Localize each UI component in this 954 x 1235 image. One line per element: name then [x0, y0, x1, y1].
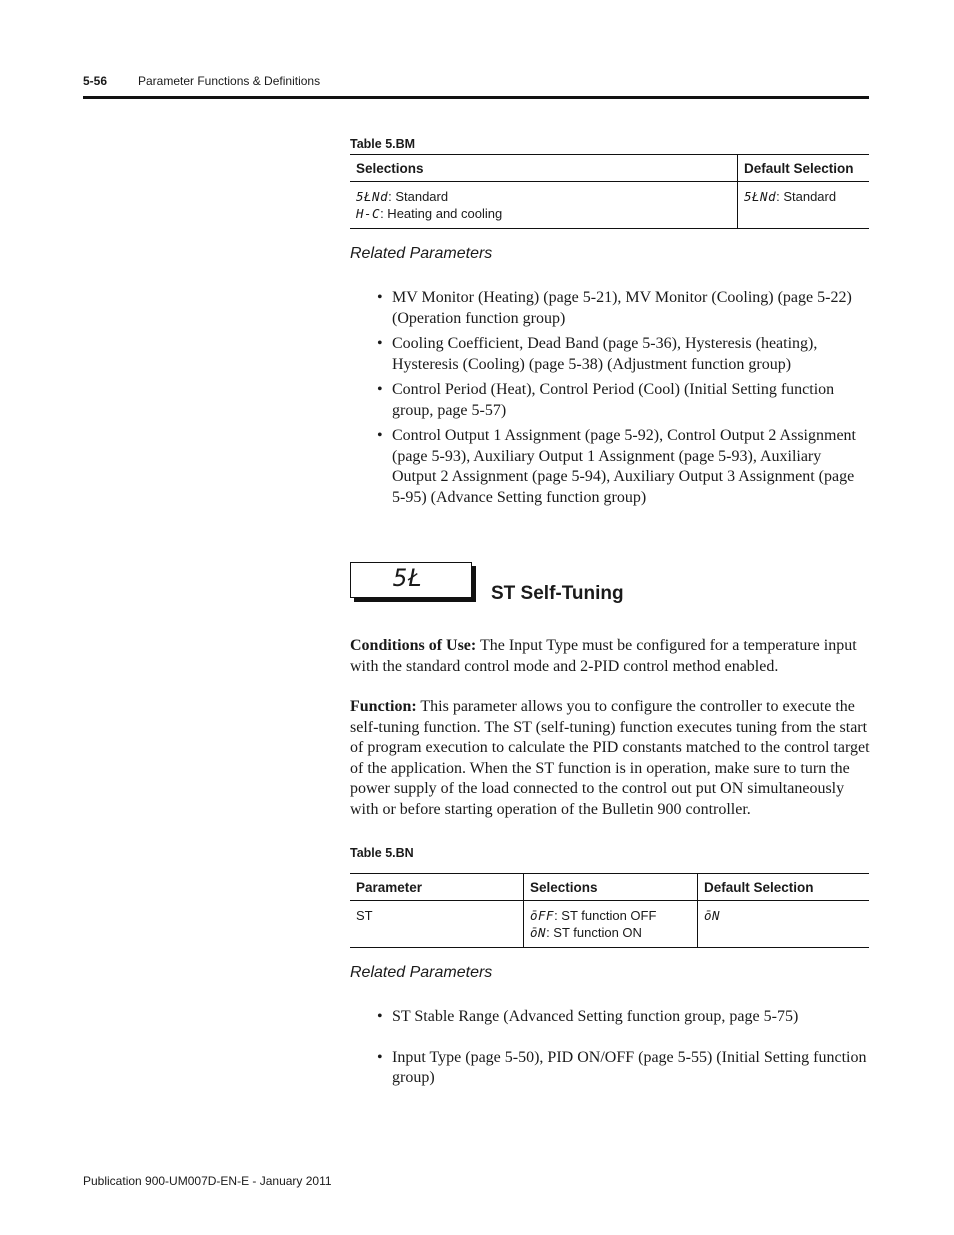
- related-parameters-heading: Related Parameters: [350, 964, 493, 981]
- list-item: • Control Output 1 Assignment (page 5-92), Control Output 2 Assignment (page 5-93), Auxiliary Output 1 Assignment (page 5-93), Auxiliary Output 2 Assignment (page 5-94), Auxiliary Output 3 Assignment (page 5-95) (Advance Setting function group): [377, 426, 867, 508]
- list-item: • Control Period (Heat), Control Period (Cool) (Initial Setting function group, page 5-57): [377, 380, 867, 421]
- conditions-text: The Input Type must be configured for a temperature input with the standard control mode and 2-PID control method enabled.: [350, 637, 857, 675]
- display-code: ōFF: [530, 908, 555, 923]
- table-bn-parameter-cell: ST: [350, 901, 524, 948]
- list-item: • Cooling Coefficient, Dead Band (page 5-36), Hysteresis (heating), Hysteresis (Cooling) (page 5-38) (Adjustment function group): [377, 334, 867, 375]
- section-title: ST Self-Tuning: [491, 583, 624, 604]
- display-code: ōN: [530, 925, 547, 940]
- related-parameters-list: [377, 288, 867, 513]
- table-bn-header-selections: Selections: [524, 874, 698, 901]
- header-rule: [83, 96, 869, 99]
- display-code: H-C: [356, 206, 381, 221]
- table-bm: [350, 154, 869, 229]
- display-code: 5ŁNd: [744, 189, 777, 204]
- table-bn-header-parameter: Parameter: [350, 874, 524, 901]
- function-label: Function:: [350, 698, 417, 715]
- parameter-display-box: [350, 562, 472, 598]
- selection-text: : Heating and cooling: [380, 206, 503, 221]
- list-item: • ST Stable Range (Advanced Setting function group, page 5-75): [377, 1007, 867, 1028]
- default-text: : Standard: [776, 189, 837, 204]
- related-parameters-heading: Related Parameters: [350, 245, 493, 262]
- display-code: 5Ł: [393, 564, 423, 592]
- display-code: 5ŁNd: [356, 189, 389, 204]
- page-number: 5-56: [83, 74, 108, 88]
- selection-text: : ST function OFF: [554, 908, 657, 923]
- selection-text: : ST function ON: [546, 925, 642, 940]
- table-bm-caption: Table 5.BM: [350, 137, 416, 151]
- table-bn-caption: Table 5.BN: [350, 846, 414, 860]
- related-parameters-list: [377, 1007, 867, 1094]
- table-bn-header-default: Default Selection: [704, 880, 814, 895]
- function-text: This parameter allows you to configure the controller to execute the self-tuning function. The ST (self-tuning) function executes tuning from the start of program execution to calculate the PID constants matched to the control target of the application. When the ST function is in operation, make sure to turn the power supply of the load connected to the control out put ON simultaneously with or before starting operation of the Bulletin 900 controller.: [350, 698, 870, 818]
- table-bm-header-selections: Selections: [350, 155, 738, 182]
- list-item: • Input Type (page 5-50), PID ON/OFF (page 5-55) (Initial Setting function group): [377, 1048, 867, 1089]
- table-bm-header-default: Default Selection: [744, 161, 854, 176]
- conditions-of-use: [350, 636, 872, 677]
- table-bm-selections-cell: [350, 182, 738, 229]
- table-bn: [350, 873, 869, 948]
- function-description: [350, 697, 872, 820]
- page-footer: Publication 900-UM007D-EN-E - January 2011: [83, 1174, 332, 1188]
- table-bn-selections-cell: [524, 901, 698, 948]
- table-bm-default-cell: [738, 182, 870, 229]
- list-item: • MV Monitor (Heating) (page 5-21), MV Monitor (Cooling) (page 5-22) (Operation function group): [377, 288, 867, 329]
- selection-text: : Standard: [388, 189, 449, 204]
- display-code: ōN: [704, 908, 721, 923]
- conditions-label: Conditions of Use:: [350, 637, 477, 654]
- table-bn-default-cell: [698, 901, 870, 948]
- section-name: Parameter Functions & Definitions: [138, 74, 321, 88]
- page-header: [83, 74, 320, 88]
